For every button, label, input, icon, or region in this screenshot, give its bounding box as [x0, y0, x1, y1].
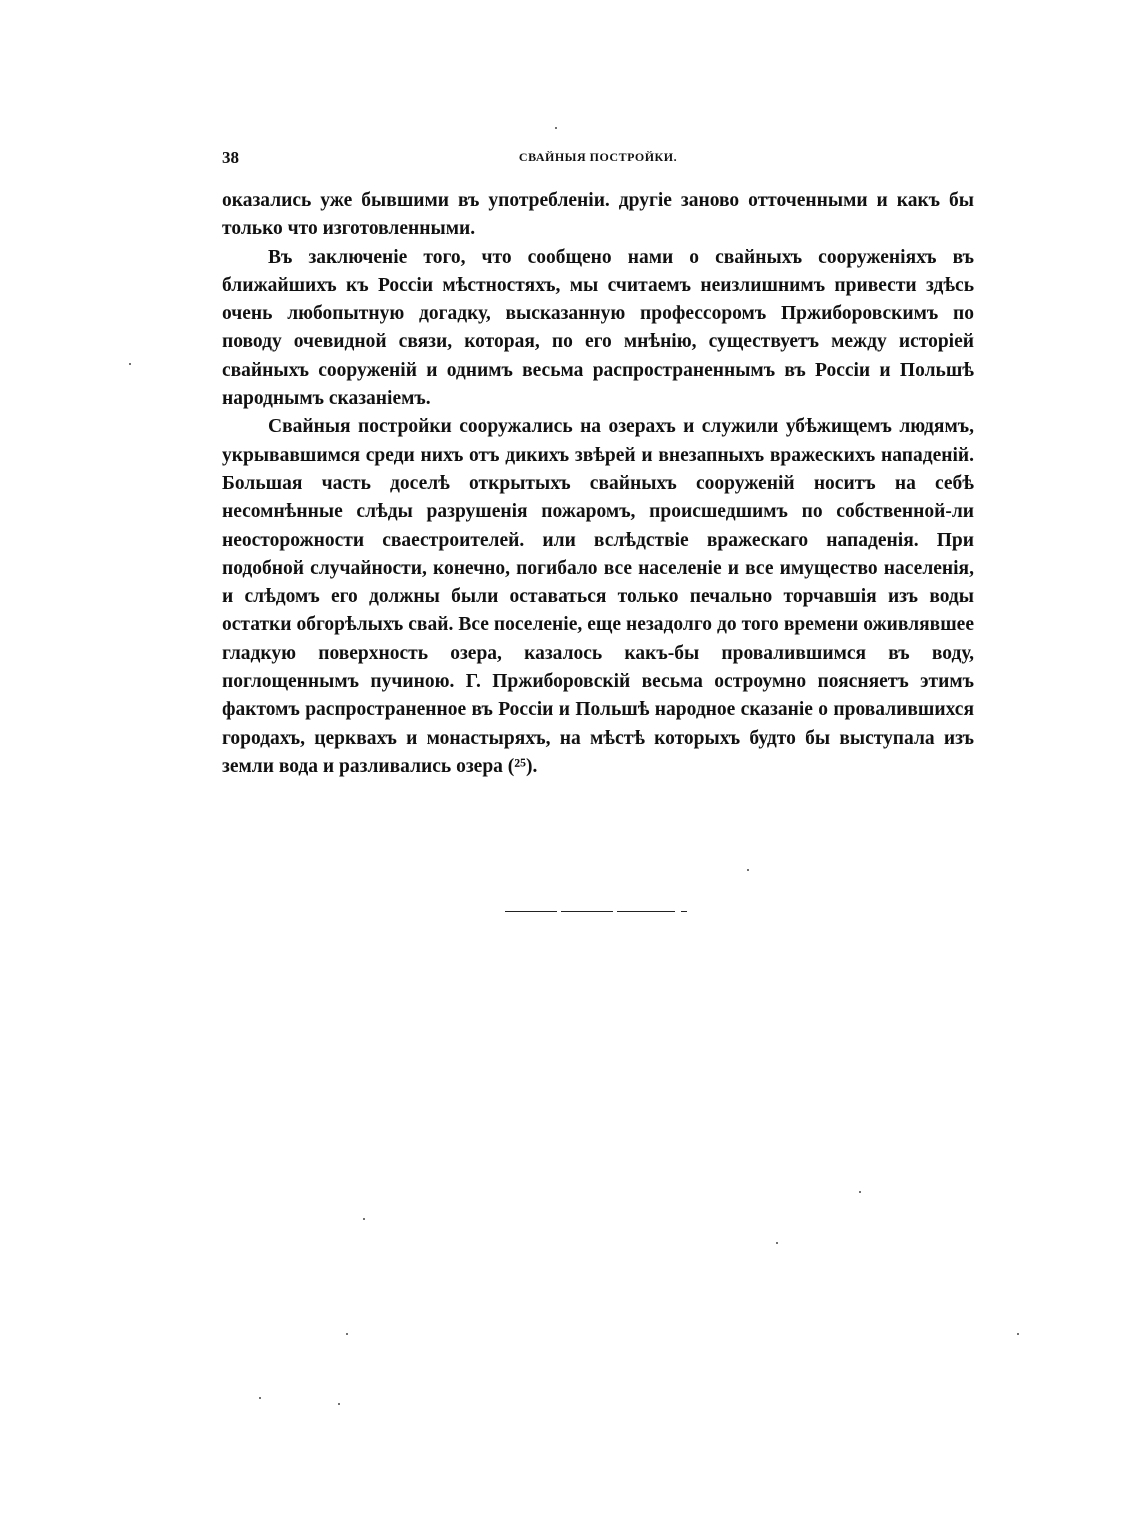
- page-header: [222, 148, 974, 170]
- end-rule-segment: [617, 911, 675, 912]
- page-number: 38: [222, 148, 239, 167]
- end-rule-segment: [505, 911, 557, 912]
- paragraph-pile-dwellings: Свайныя постройки сооружались на озерахъ и служили убѣжищемъ людямъ, укрывавшимся среди нихъ отъ дикихъ звѣрей и внезапныхъ вражескихъ нападеній. Большая часть доселѣ открытыхъ свайныхъ сооруженій носитъ на себѣ несомнѣнные слѣды разрушенія пожаромъ, происшедшимъ по собственной-ли неосторожности сваестроителей. или вслѣдствіе вражескаго нападенія. При подобной случайности, конечно, погибало все населеніе и все имущество населенія, и слѣдомъ его должны были оставаться только печально торчавшія изъ воды остатки обгорѣлыхъ свай. Все поселеніе, еще незадолго до того времени оживлявшее гладкую поверхность озера, казалось какъ-бы провалившимся въ воду, поглощеннымъ пучиною. Г. Пржиборовскій весьма остроумно поясняетъ этимъ фактомъ распространенное въ Россіи и Польшѣ народное сказаніе о провалившихся городахъ, церквахъ и монастыряхъ, на мѣстѣ которыхъ будто бы выступала изъ земли вода и разливались озера (²⁵).: [222, 416, 974, 777]
- print-speck: [1017, 1333, 1019, 1335]
- print-speck: [747, 869, 749, 871]
- body-text: [222, 187, 974, 781]
- print-speck: [338, 1403, 340, 1405]
- paragraph-conclusion: Въ заключеніе того, что сообщено нами о свайныхъ сооруженіяхъ въ ближайшихъ къ Россіи мѣстностяхъ, мы считаемъ неизлишнимъ привести здѣсь очень любопытную догадку, высказанную профессоромъ Пржиборовскимъ по поводу очевидной связи, которая, по его мнѣнію, существуетъ между исторіей свайныхъ сооруженій и однимъ весьма распространеннымъ въ Россіи и Польшѣ народнымъ сказаніемъ.: [222, 246, 974, 410]
- print-speck: [859, 1191, 861, 1193]
- print-speck: [346, 1333, 348, 1335]
- end-rule-segment: [681, 911, 687, 912]
- paragraph-continuation: оказались уже бывшими въ употребленіи. другіе заново отточенными и какъ бы только что изготовленными.: [222, 190, 974, 240]
- end-rule-segment: [561, 911, 613, 912]
- print-speck: [776, 1242, 778, 1244]
- running-title: СВАЙНЫЯ ПОСТРОЙКИ.: [518, 150, 678, 164]
- print-speck: [259, 1397, 261, 1399]
- print-speck: [129, 363, 131, 365]
- print-speck: [555, 127, 557, 129]
- print-speck: [363, 1218, 365, 1220]
